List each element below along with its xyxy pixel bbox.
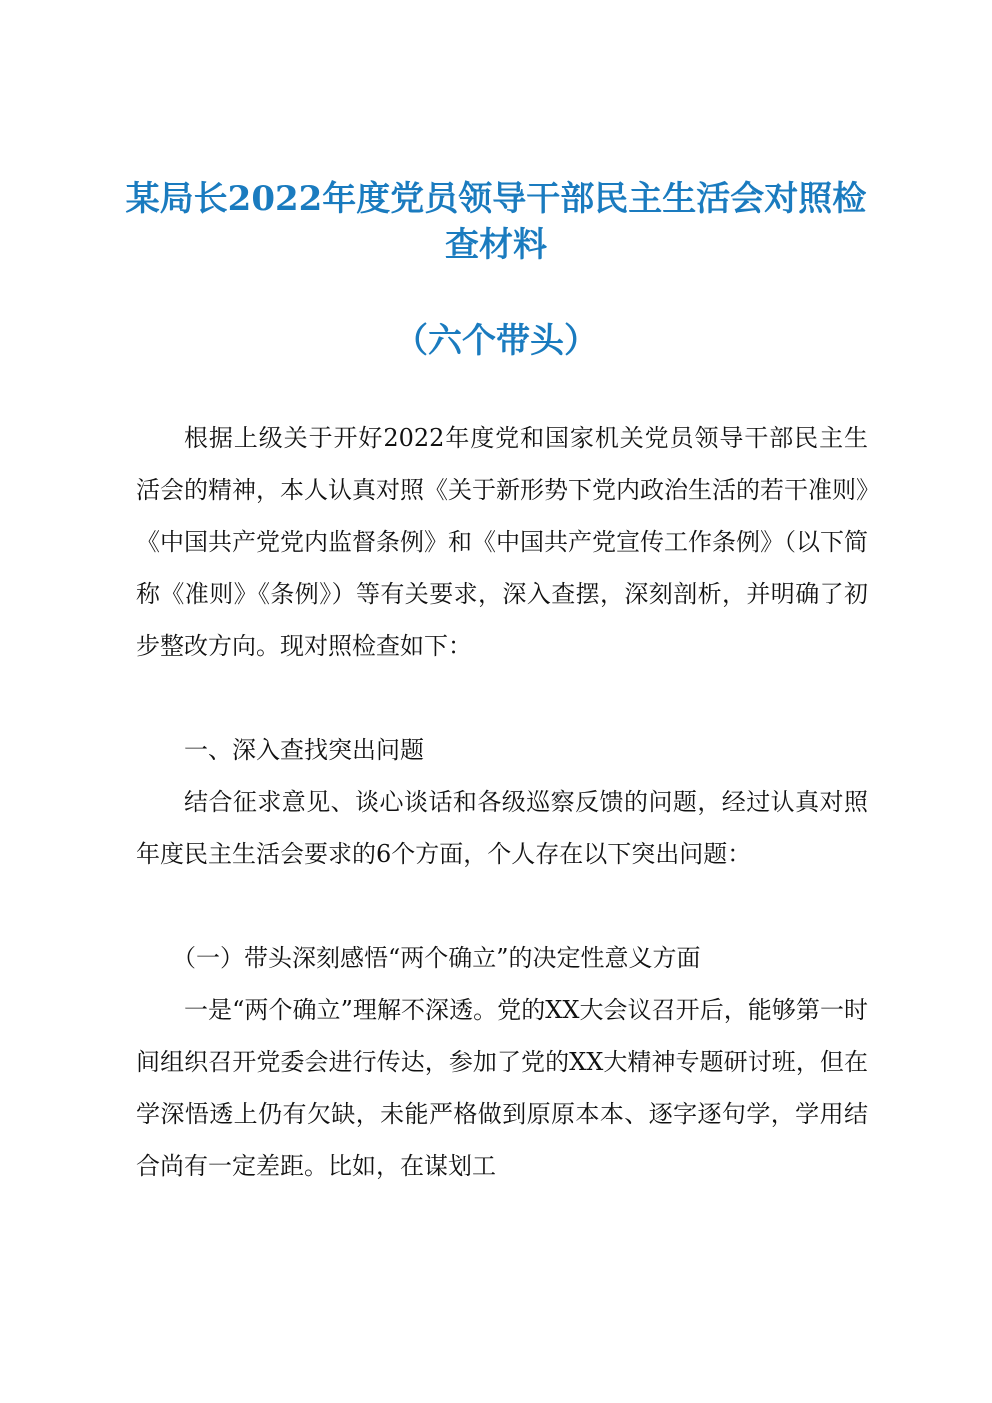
document-title: 某局长2022年度党员领导干部民主生活会对照检查材料: [125, 179, 867, 265]
subsection-heading: （一）带头深刻感悟“两个确立”的决定性意义方面: [172, 944, 701, 972]
subsection-paragraph: 一是“两个确立”理解不深透。党的XX大会议召开后，能够第一时间组织召开党委会进行传达，参加了党的XX大精神专题研讨班，但在学深悟透上仍有欠缺，未能严格做到原原本本、逐字逐句学，学用结合尚有一定差距。比如，在谋划工: [136, 996, 868, 1180]
section-paragraph: 结合征求意见、谈心谈话和各级巡察反馈的问题，经过认真对照年度民主生活会要求的6个方面，个人存在以下突出问题：: [136, 788, 868, 868]
document-subtitle: （六个带头）: [394, 321, 598, 361]
section-heading: 一、深入查找突出问题: [184, 736, 424, 764]
intro-paragraph: 根据上级关于开好2022年度党和国家机关党员领导干部民主生活会的精神，本人认真对照《关于新形势下党内政治生活的若干准则》《中国共产党党内监督条例》和《中国共产党宣传工作条例》（以下简称《准则》《条例》）等有关要求，深入查摆，深刻剖析，并明确了初步整改方向。现对照检查如下：: [136, 424, 868, 660]
